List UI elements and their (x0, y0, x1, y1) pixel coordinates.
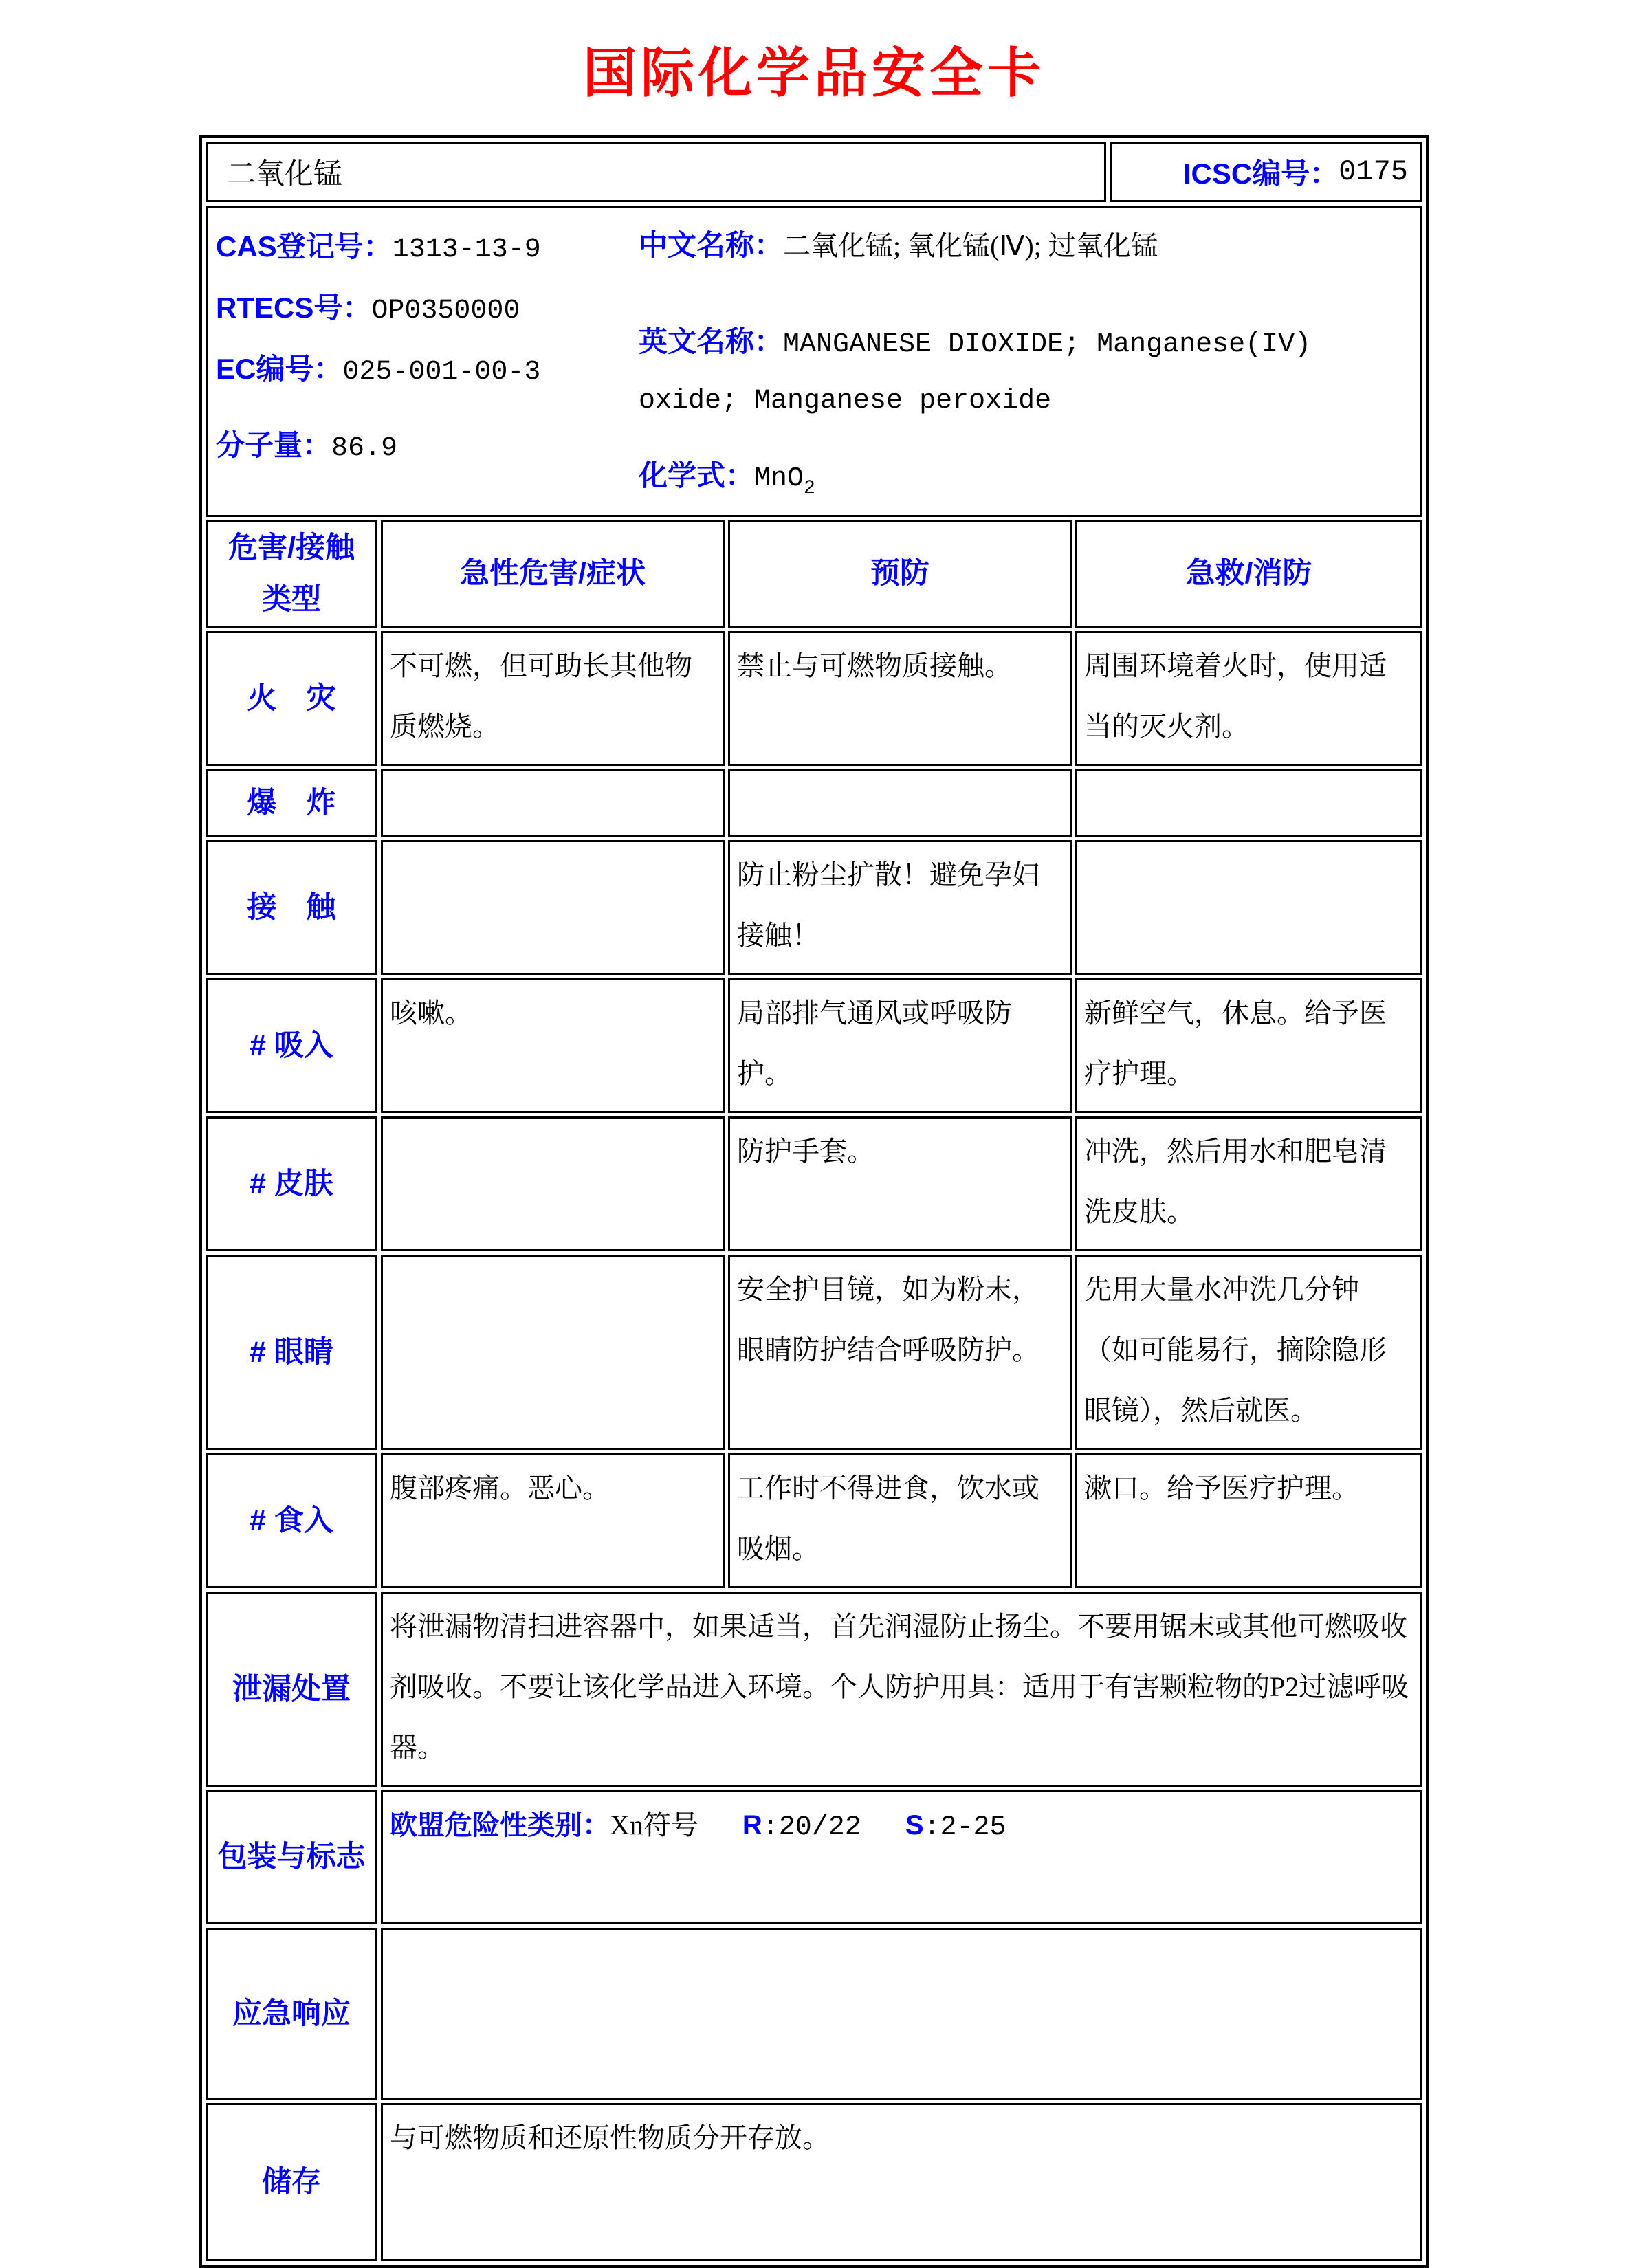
eu-hazard-class-value: Xn符号 (610, 1809, 698, 1841)
chinese-name-value: 二氧化锰; 氧化锰(Ⅳ); 过氧化锰 (783, 230, 1158, 261)
identification-row (206, 206, 1422, 517)
table-row-ingestion (206, 1453, 1422, 1588)
header-symptoms: 急性危害/症状 (381, 520, 725, 628)
inhalation-prevention: 局部排气通风或呼吸防护。 (728, 978, 1072, 1113)
substance-name-cell (206, 142, 1106, 202)
ingestion-symptoms: 腹部疼痛。恶心。 (381, 1453, 725, 1588)
page-title: 国际化学品安全卡 (582, 43, 1045, 103)
molecular-weight-value: 86.9 (331, 433, 398, 464)
row-label-exposure: 接 触 (206, 840, 377, 975)
eu-hazard-class-line (390, 1795, 1414, 1858)
rtecs-value: OP0350000 (371, 296, 520, 327)
rtecs-label: RTECS号： (216, 291, 372, 324)
r-phrase-value: :20/22 (762, 1812, 861, 1844)
eyes-prevention: 安全护目镜，如为粉末，眼睛防护结合呼吸防护。 (728, 1255, 1072, 1450)
english-name-line (639, 313, 1411, 428)
fire-response: 周围环境着火时，使用适当的灭火剂。 (1075, 631, 1422, 766)
row-label-fire: 火 灾 (206, 631, 377, 766)
cas-label: CAS登记号： (216, 230, 393, 263)
chinese-name-label: 中文名称： (639, 229, 784, 261)
row-label-skin: # 皮肤 (206, 1116, 377, 1251)
icsc-document-page (0, 30, 1628, 2268)
table-row-packaging (206, 1790, 1422, 1924)
formula-base: MnO (754, 463, 804, 494)
explosion-prevention (728, 769, 1072, 837)
table-row-eyes (206, 1255, 1422, 1450)
cas-number-line (216, 217, 639, 278)
row-label-spillage: 泄漏处置 (206, 1592, 377, 1787)
table-row-explosion (206, 769, 1422, 837)
molecular-weight-line (216, 416, 639, 477)
rtecs-number-line (216, 278, 639, 340)
s-phrase-value: :2-25 (923, 1812, 1006, 1844)
safety-card-table (199, 135, 1429, 2268)
name-row (206, 142, 1422, 202)
skin-symptoms (381, 1116, 725, 1251)
row-label-ingestion: # 食入 (206, 1453, 377, 1588)
emergency-content (381, 1928, 1422, 2100)
eyes-symptoms (381, 1255, 725, 1450)
explosion-response (1075, 769, 1422, 837)
cas-value: 1313-13-9 (392, 234, 541, 265)
eyes-response: 先用大量水冲洗几分钟（如可能易行，摘除隐形眼镜），然后就医。 (1075, 1255, 1422, 1450)
identification-cell (206, 206, 1422, 517)
chemical-formula-line (639, 448, 1411, 508)
english-name-value: MANGANESE DIOXIDE; Manganese(IV) oxide; Manganese peroxide (639, 329, 1312, 417)
icsc-number: 0175 (1339, 155, 1408, 188)
header-hazard-type-line2: 类型 (262, 582, 321, 616)
fire-symptoms: 不可燃，但可助长其他物质燃烧。 (381, 631, 725, 766)
ec-value: 025-001-00-3 (342, 357, 541, 388)
icsc-number-cell (1110, 142, 1422, 202)
ec-label: EC编号： (216, 353, 343, 385)
table-row-skin (206, 1116, 1422, 1251)
r-phrase-label: R (742, 1810, 762, 1841)
chemical-formula-label: 化学式： (639, 459, 755, 492)
storage-content: 与可燃物质和还原性物质分开存放。 (381, 2103, 1422, 2261)
identification-left-column (216, 217, 639, 508)
eu-hazard-class-label: 欧盟危险性类别： (390, 1810, 610, 1841)
table-row-storage (206, 2103, 1422, 2261)
spillage-content: 将泄漏物清扫进容器中，如果适当，首先润湿防止扬尘。不要用锯末或其他可燃吸收剂吸收。不要让该化学品进入环境。个人防护用具：适用于有害颗粒物的P2过滤呼吸器。 (381, 1592, 1422, 1787)
fire-prevention: 禁止与可燃物质接触。 (728, 631, 1072, 766)
hazard-header-row (206, 520, 1422, 628)
icsc-label: ICSC编号： (1182, 157, 1339, 190)
english-name-label: 英文名称： (639, 324, 784, 357)
inhalation-response: 新鲜空气，休息。给予医疗护理。 (1075, 978, 1422, 1113)
explosion-symptoms (381, 769, 725, 837)
inhalation-symptoms: 咳嗽。 (381, 978, 725, 1113)
row-label-emergency: 应急响应 (206, 1928, 377, 2100)
table-row-exposure (206, 840, 1422, 975)
chinese-name-line (639, 217, 1411, 274)
ingestion-prevention: 工作时不得进食，饮水或吸烟。 (728, 1453, 1072, 1588)
s-phrase-label: S (905, 1810, 924, 1841)
formula-subscript: 2 (804, 478, 815, 500)
table-row-emergency (206, 1928, 1422, 2100)
header-response: 急救/消防 (1075, 520, 1422, 628)
molecular-weight-label: 分子量： (216, 429, 332, 461)
skin-prevention: 防护手套。 (728, 1116, 1072, 1251)
row-label-explosion: 爆 炸 (206, 769, 377, 837)
exposure-prevention: 防止粉尘扩散！避免孕妇接触！ (728, 840, 1072, 975)
table-row-spillage (206, 1592, 1422, 1787)
table-row-fire (206, 631, 1422, 766)
substance-name: 二氧化锰 (227, 159, 343, 190)
header-hazard-type-line1: 危害/接触 (228, 531, 355, 564)
identification-right-column (639, 217, 1411, 508)
packaging-content (381, 1790, 1422, 1924)
ingestion-response: 漱口。给予医疗护理。 (1075, 1453, 1422, 1588)
exposure-symptoms (381, 840, 725, 975)
ec-number-line (216, 340, 639, 401)
row-label-eyes: # 眼睛 (206, 1255, 377, 1450)
exposure-response (1075, 840, 1422, 975)
skin-response: 冲洗，然后用水和肥皂清洗皮肤。 (1075, 1116, 1422, 1251)
header-hazard-type (206, 520, 377, 628)
row-label-inhalation: # 吸入 (206, 978, 377, 1113)
chemical-formula-value (754, 463, 815, 500)
row-label-storage: 储存 (206, 2103, 377, 2261)
row-label-packaging: 包装与标志 (206, 1790, 377, 1924)
table-row-inhalation (206, 978, 1422, 1113)
header-prevention: 预防 (728, 520, 1072, 628)
